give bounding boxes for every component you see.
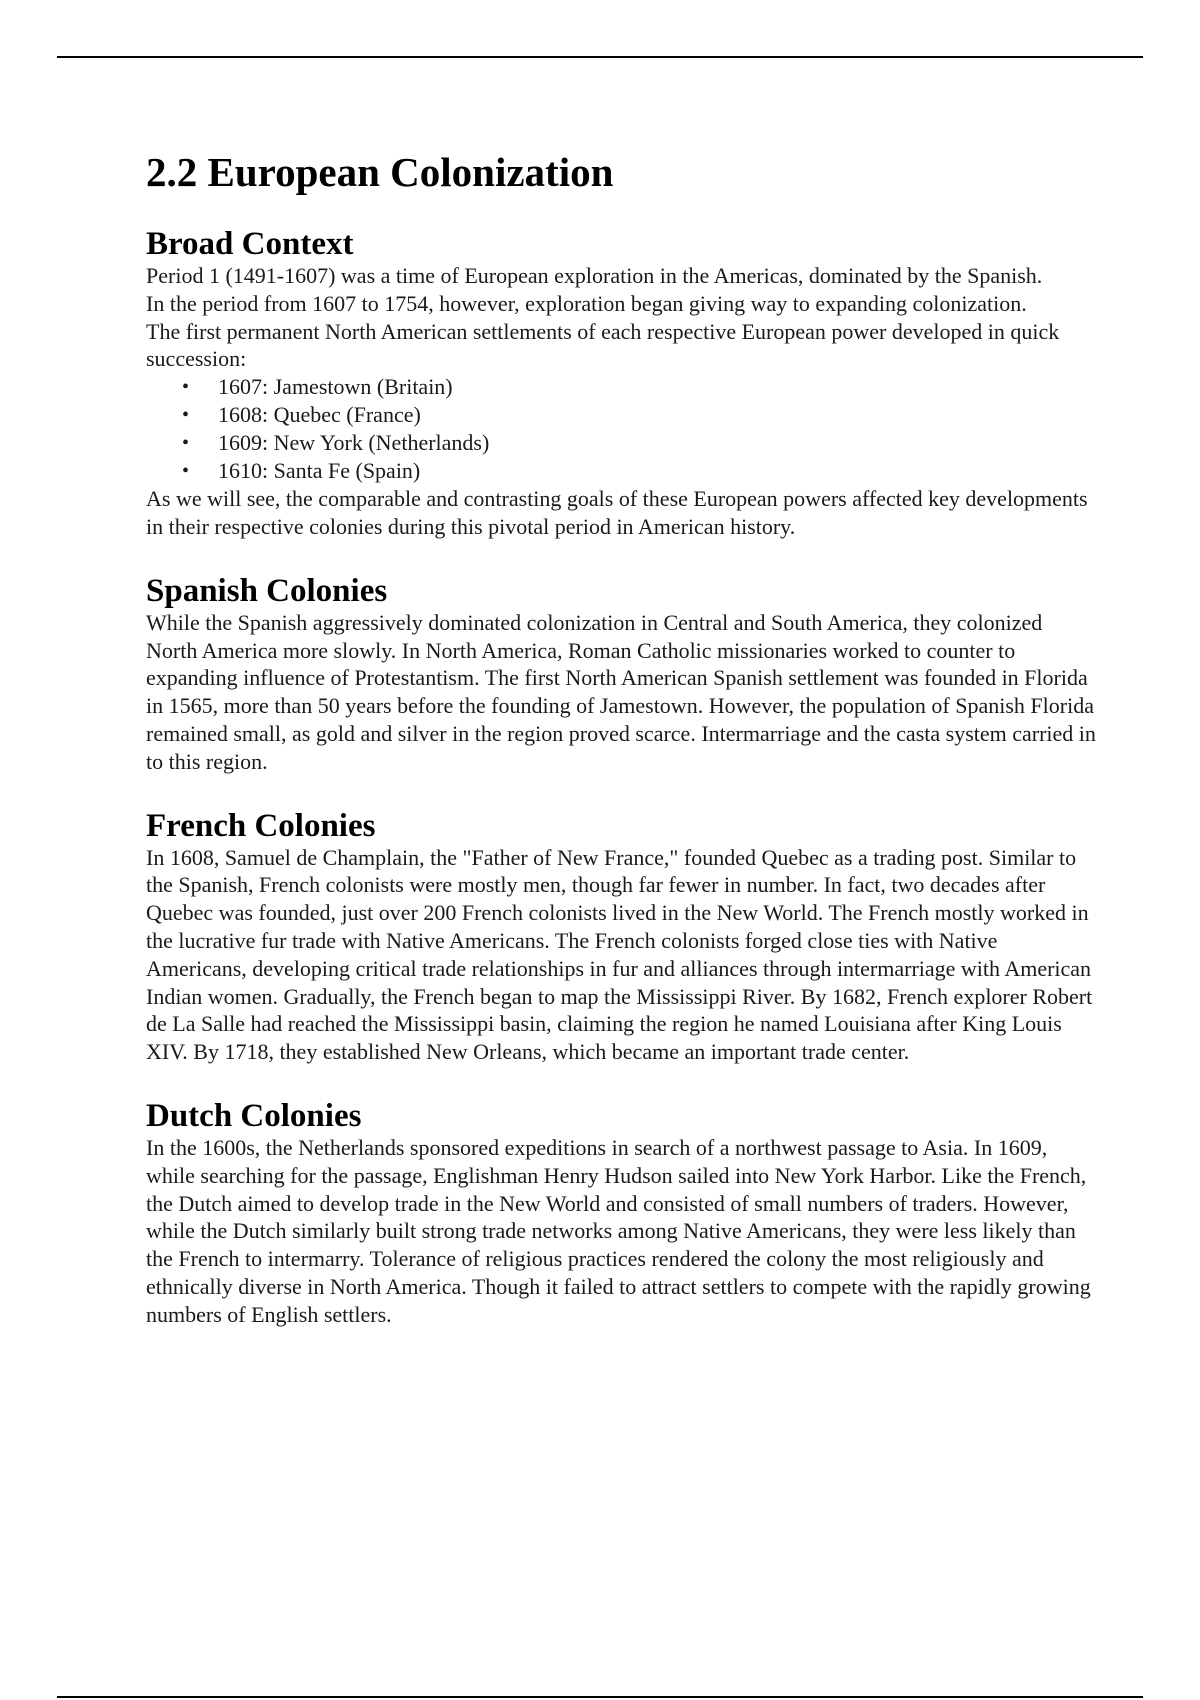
section-french-colonies [146, 808, 1096, 1066]
section-heading: French Colonies [146, 807, 376, 844]
section-heading: Spanish Colonies [146, 572, 388, 609]
list-item: • 1608: Quebec (France) [182, 401, 1096, 429]
header-rule [57, 56, 1143, 58]
section-broad-context [146, 226, 1096, 541]
list-item: • 1610: Santa Fe (Spain) [182, 457, 1096, 485]
page-title: 2.2 European Colonization [146, 149, 614, 195]
section-spanish-colonies [146, 573, 1096, 776]
list-item: • 1607: Jamestown (Britain) [182, 373, 1096, 401]
paragraph: While the Spanish aggressively dominated colonization in Central and South America, they colonized North America more slowly. In North America, Roman Catholic missionaries worked to counter to expanding influence of Protestantism. The first North American Spanish settlement was founded in Florida in 1565, more than 50 years before the founding of Jamestown. However, the population of Spanish Florida remained small, as gold and silver in the region proved scarce. Intermarriage and the casta system carried in to this region. [146, 609, 1096, 774]
document-body [146, 146, 1096, 1329]
paragraph: The first permanent North American settlements of each respective European power developed in quick succession: [146, 318, 1060, 372]
paragraph: In the period from 1607 to 1754, however, exploration began giving way to expanding colonization. [146, 290, 1027, 316]
paragraph: Period 1 (1491-1607) was a time of European exploration in the Americas, dominated by the Spanish. [146, 263, 1043, 288]
settlement-list [146, 373, 1096, 485]
paragraph: In 1608, Samuel de Champlain, the "Father of New France," founded Quebec as a trading post. Similar to the Spanish, French colonists were mostly men, though far fewer in number. In fact, two decades after Quebec was founded, just over 200 French colonists lived in the New World. The French mostly worked in the lucrative fur trade with Native Americans. The French colonists forged close ties with Native Americans, developing critical trade relationships in fur and alliances through intermarriage with American Indian women. Gradually, the French began to map the Mississippi River. By 1682, French explorer Robert de La Salle had reached the Mississippi basin, claiming the region he named Louisiana after King Louis XIV. By 1718, they established New Orleans, which became an important trade center. [146, 844, 1093, 1065]
section-heading: Broad Context [146, 226, 354, 262]
paragraph: As we will see, the comparable and contrasting goals of these European powers affected key developments in their respective colonies during this pivotal period in American history. [146, 486, 1088, 539]
list-item: • 1609: New York (Netherlands) [182, 429, 1096, 457]
section-dutch-colonies [146, 1098, 1096, 1329]
footer-rule [57, 1696, 1143, 1698]
section-heading: Dutch Colonies [146, 1097, 362, 1134]
paragraph: In the 1600s, the Netherlands sponsored expeditions in search of a northwest passage to Asia. In 1609, while searching for the passage, Englishman Henry Hudson sailed into New York Harbor. Like the French, the Dutch aimed to develop trade in the New World and consisted of small numbers of traders. However, while the Dutch similarly built strong trade networks among Native Americans, they were less likely than the French to intermarry. Tolerance of religious practices rendered the colony the most religiously and ethnically diverse in North America. Though it failed to attract settlers to compete with the rapidly growing numbers of English settlers. [146, 1134, 1091, 1327]
